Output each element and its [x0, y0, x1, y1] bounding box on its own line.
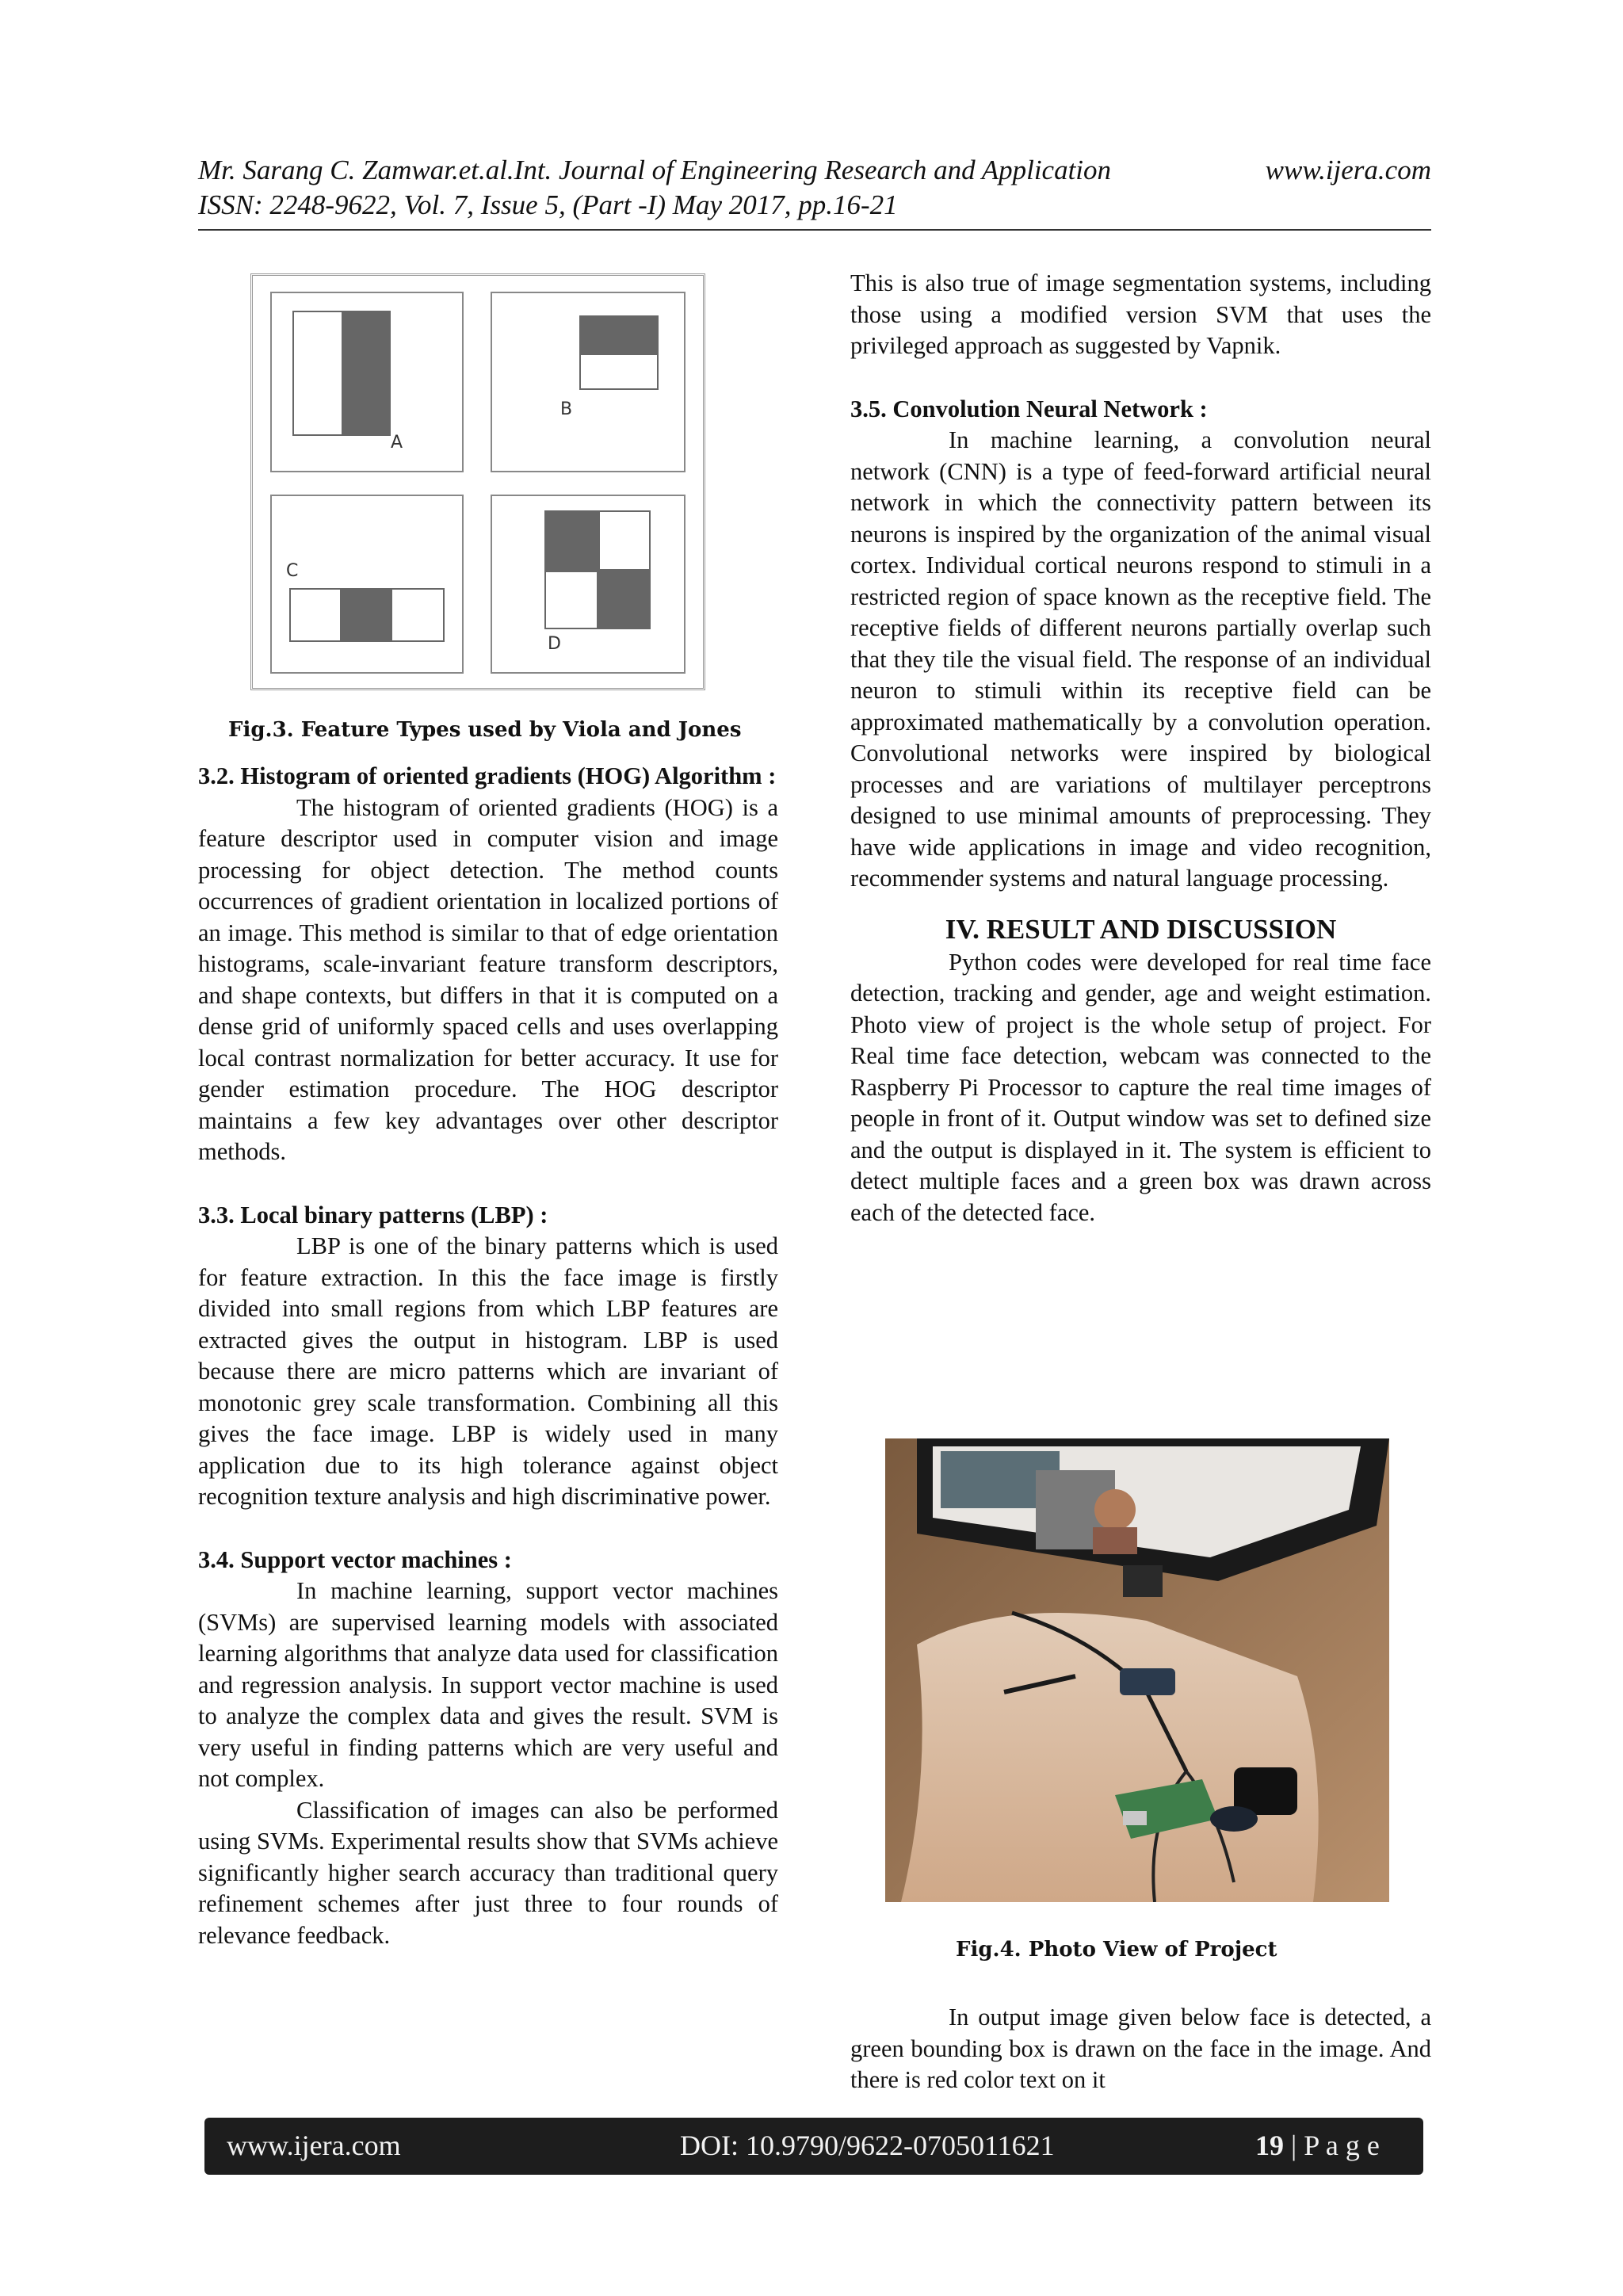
section-3-3-body: LBP is one of the binary patterns which is used for feature extraction. In this the face image is firstly divided into small regions from which LBP features are extracted gives the output in histogram. LBP is used because there are micro patterns which are invariant of monotonic grey scale transformation. Combining all this gives the face image. LBP is widely used in many application due to its high tolerance against object recognition texture analysis and high discriminative power. [198, 1232, 778, 1510]
section-3-4-body-2: Classification of images can also be performed using SVMs. Experimental results show that SVMs achieve significantly higher search accuracy than traditional query refinement schemes after just three to four rounds of relevance feedback. [198, 1796, 778, 1949]
feature-d-grey-bottomright [598, 571, 651, 629]
section-4-title: IV. RESULT AND DISCUSSION [945, 913, 1337, 945]
feature-c-grey-rect [340, 590, 392, 640]
feature-d-white-topright [598, 510, 651, 571]
feature-b-grey-rect [579, 315, 659, 353]
section-3-4-body-1: In machine learning, support vector machines (SVMs) are supervised learning models with associated learning algorithms that analyze data used for classification and regression analysis. In support vector machine is used to analyze the complex data and gives the result. SVM is very useful in finding patterns which are very useful and not complex. [198, 1577, 778, 1792]
feature-c-label: C [286, 561, 299, 581]
feature-b-panel [491, 292, 685, 472]
section-3-2-body: The histogram of oriented gradients (HOG) is a feature descriptor used in computer vision and image processing for object detection. The method counts occurrences of gradient orientation in localized portions of an image. This method is similar to that of edge orientation histograms, scale-invariant feature transform descriptors, and shape contexts, but differs in that it is computed on a dense grid of uniformly spaced cells and uses overlapping local contrast normalization for better accuracy. It use for gender estimation procedure. The HOG descriptor maintains a few key advantages over other descriptor methods. [198, 793, 778, 1165]
issn-line: ISSN: 2248-9622, Vol. 7, Issue 5, (Part -I) May 2017, pp.16-21 [198, 189, 898, 220]
feature-b-label: B [560, 399, 573, 419]
journal-citation: Mr. Sarang C. Zamwar.et.al.Int. Journal of Engineering Research and Application [198, 155, 1112, 185]
page-number: 19 [1255, 2130, 1284, 2161]
feature-d-grey-topleft [544, 510, 598, 571]
left-column [198, 761, 778, 1951]
feature-d-panel [491, 495, 685, 674]
header-divider [198, 229, 1431, 231]
section-3-4-title: 3.4. Support vector machines : [198, 1545, 512, 1573]
feature-a-grey-rect [342, 311, 391, 436]
journal-website[interactable]: www.ijera.com [1265, 155, 1431, 185]
footer-doi: DOI: 10.9790/9622-0705011621 [680, 2130, 1055, 2161]
right-column [850, 268, 1431, 1228]
page-footer [204, 2118, 1423, 2175]
section-3-3-title: 3.3. Local binary patterns (LBP) : [198, 1201, 548, 1228]
section-3-2-title: 3.2. Histogram of oriented gradients (HOG) Algorithm : [198, 762, 777, 789]
running-header [198, 153, 1431, 223]
svm-continuation: This is also true of image segmentation systems, including those using a modified version SVM that uses the privileged approach as suggested by Vapnik. [850, 269, 1431, 359]
fig3-feature-types [250, 273, 705, 690]
feature-c-panel [270, 495, 464, 674]
project-setup-photo [885, 1438, 1389, 1902]
section-3-5-title: 3.5. Convolution Neural Network : [850, 395, 1208, 422]
page-label: | P a g e [1284, 2130, 1380, 2161]
section-3-5-body: In machine learning, a convolution neural network (CNN) is a type of feed-forward artificial neural network in which the connectivity pattern between its neurons is inspired by the organization of the animal visual cortex. Individual cortical neurons respond to stimuli in a restricted region of space known as the receptive field. The receptive fields of different neurons partially overlap such that they tile the visual field. The response of an individual neuron to stimuli within its receptive field can be approximated mathematically by a convolution operation. Convolutional networks were inspired by biological processes and are variations of multilayer perceptrons designed to use minimal amounts of preprocessing. They have wide applications in image and video recognition, recommender systems and natural language processing. [850, 426, 1431, 892]
feature-d-white-bottomleft [544, 571, 598, 629]
output-paragraph-block [850, 2002, 1431, 2096]
fig3-caption: Fig.3. Feature Types used by Viola and Jones [228, 718, 742, 742]
output-paragraph: In output image given below face is detected, a green bounding box is drawn on the face in the image. And there is red color text on it [850, 2004, 1431, 2093]
feature-d-label: D [548, 634, 561, 654]
fig4-photo [885, 1438, 1389, 1902]
feature-a-white-rect [292, 311, 343, 436]
feature-a-label: A [391, 433, 403, 453]
feature-b-white-rect [579, 353, 659, 390]
fig4-caption: Fig.4. Photo View of Project [956, 1938, 1277, 1962]
section-4-body: Python codes were developed for real time face detection, tracking and gender, age and weight estimation. Photo view of project is the whole setup of project. For Real time face detection, webcam was connected to the Raspberry Pi Processor to capture the real time images of people in front of it. Output window was set to defined size and the output is displayed in it. The system is efficient to detect multiple faces and a green box was drawn across each of the detected face. [850, 948, 1431, 1226]
feature-a-panel [270, 292, 464, 472]
footer-website[interactable]: www.ijera.com [227, 2130, 401, 2161]
